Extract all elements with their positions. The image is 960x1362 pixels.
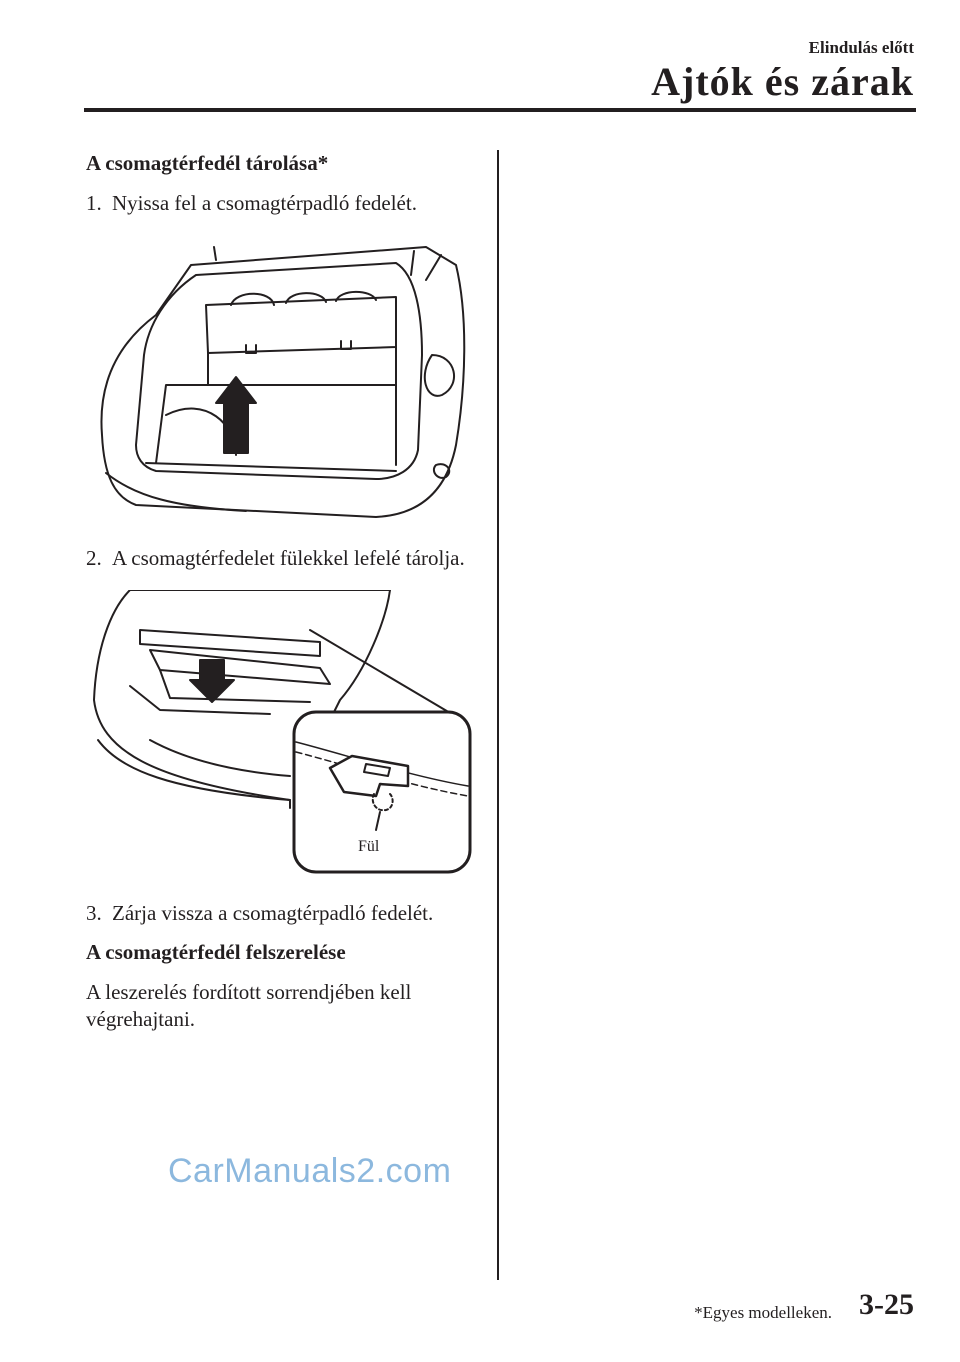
footnote: *Egyes modelleken. bbox=[694, 1303, 832, 1322]
step-2 bbox=[86, 545, 481, 572]
step-text: A csomagtérfedelet fülekkel lefelé tárolja. bbox=[112, 546, 465, 571]
step-number: 1. bbox=[86, 191, 102, 216]
header-section-label: Elindulás előtt bbox=[808, 38, 914, 57]
step-1 bbox=[86, 190, 481, 217]
main-column bbox=[86, 150, 481, 1034]
section-heading-store: A csomagtérfedél tárolása* bbox=[86, 151, 329, 175]
trunk-open-illustration bbox=[96, 235, 468, 525]
cover-storage-illustration bbox=[90, 590, 472, 878]
page-title: Ajtók és zárak bbox=[651, 59, 914, 104]
step-text: Zárja vissza a csomagtérpadló fedelét. bbox=[112, 901, 434, 925]
page-number: 3-25 bbox=[859, 1288, 914, 1321]
section-heading-install: A csomagtérfedél felszerelése bbox=[86, 939, 346, 964]
step-number: 3. bbox=[86, 901, 102, 925]
watermark-logo: CarManuals2.com bbox=[168, 1152, 452, 1190]
tab-callout-label: Fül bbox=[358, 838, 380, 855]
step-text: Nyissa fel a csomagtérpadló fedelét. bbox=[112, 191, 417, 216]
step-3 bbox=[86, 900, 481, 927]
header-divider bbox=[84, 108, 916, 112]
figure-open-floor-cover bbox=[96, 235, 468, 525]
install-instruction: A leszerelés fordított sorrendjében kell végrehajtani. bbox=[86, 980, 412, 1032]
figure-store-cover bbox=[90, 590, 472, 878]
column-divider bbox=[497, 150, 499, 1280]
step-number: 2. bbox=[86, 546, 102, 571]
